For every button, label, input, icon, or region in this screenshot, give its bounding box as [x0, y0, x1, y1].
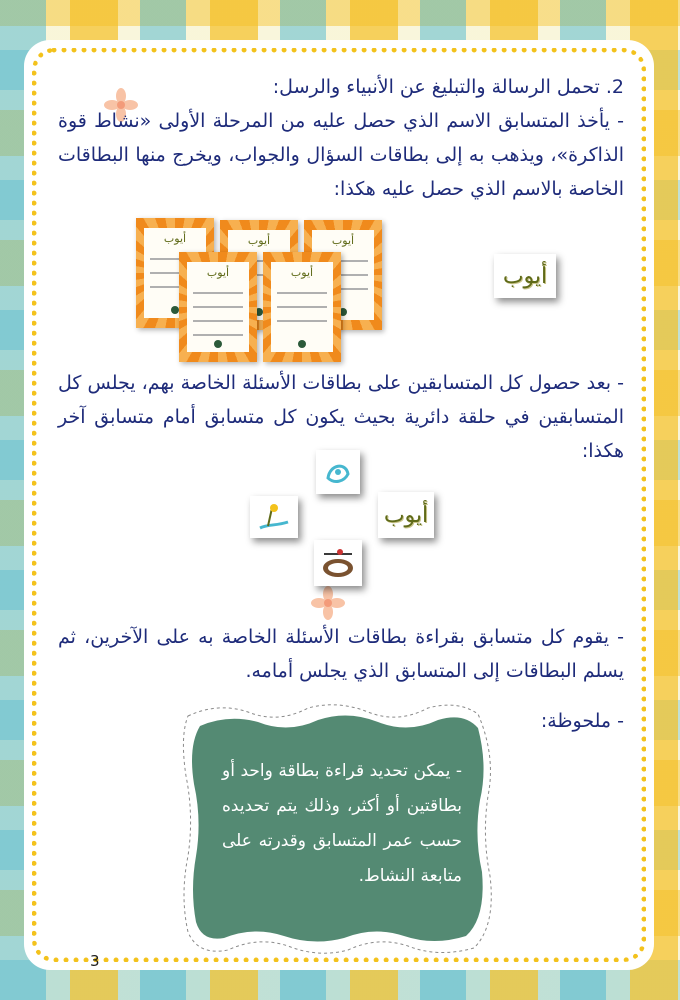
- paragraph-2: - بعد حصول كل المتسابقين على بطاقات الأسئلة الخاصة بهم، يجلس كل المتسابقين في حلقة دائرية بحيث يكون كل متسابق أمام متسابق آخر هكذا:: [58, 372, 624, 462]
- paragraph-3: - يقوم كل متسابق بقراءة بطاقات الأسئلة الخاصة به على الآخرين، ثم يسلم البطاقات إلى المتسابق الذي يجلس أمامه.: [58, 626, 624, 682]
- name-card: أيوب: [494, 254, 556, 298]
- question-card: أيوب: [304, 220, 382, 330]
- question-card: أيوب: [136, 218, 214, 328]
- flower-icon: [311, 586, 345, 620]
- calligraphy-icon: [254, 500, 294, 534]
- note-box: [178, 696, 502, 960]
- page-number: 3: [90, 952, 100, 970]
- calligraphy-icon: [318, 544, 358, 582]
- section-title: 2. تحمل الرسالة والتبليغ عن الأنبياء والرسل:: [272, 76, 624, 98]
- circle-seat-card: أيوب: [378, 492, 434, 538]
- question-card: أيوب: [179, 252, 257, 362]
- circle-seat-card: [314, 540, 362, 586]
- circle-seat-card: [250, 496, 298, 538]
- calligraphy-icon: [320, 454, 356, 490]
- paragraph-1: - يأخذ المتسابق الاسم الذي حصل عليه من المرحلة الأولى «نشاط قوة الذاكرة»، ويذهب به إلى بطاقات السؤال والجواب، ويخرج منها البطاقات الخاصة بالاسم الذي حصل عليه هكذا:: [58, 110, 624, 200]
- question-card: أيوب: [220, 220, 298, 330]
- question-card: أيوب: [263, 252, 341, 362]
- note-text: - يمكن تحديد قراءة بطاقة واحد أو بطاقتين أو أكثر، وذلك يتم تحديده حسب عمر المتسابق وقدرته على متابعة النشاط.: [222, 761, 462, 886]
- circle-seat-card: [316, 450, 360, 494]
- note-heading: - ملحوظة:: [540, 710, 624, 732]
